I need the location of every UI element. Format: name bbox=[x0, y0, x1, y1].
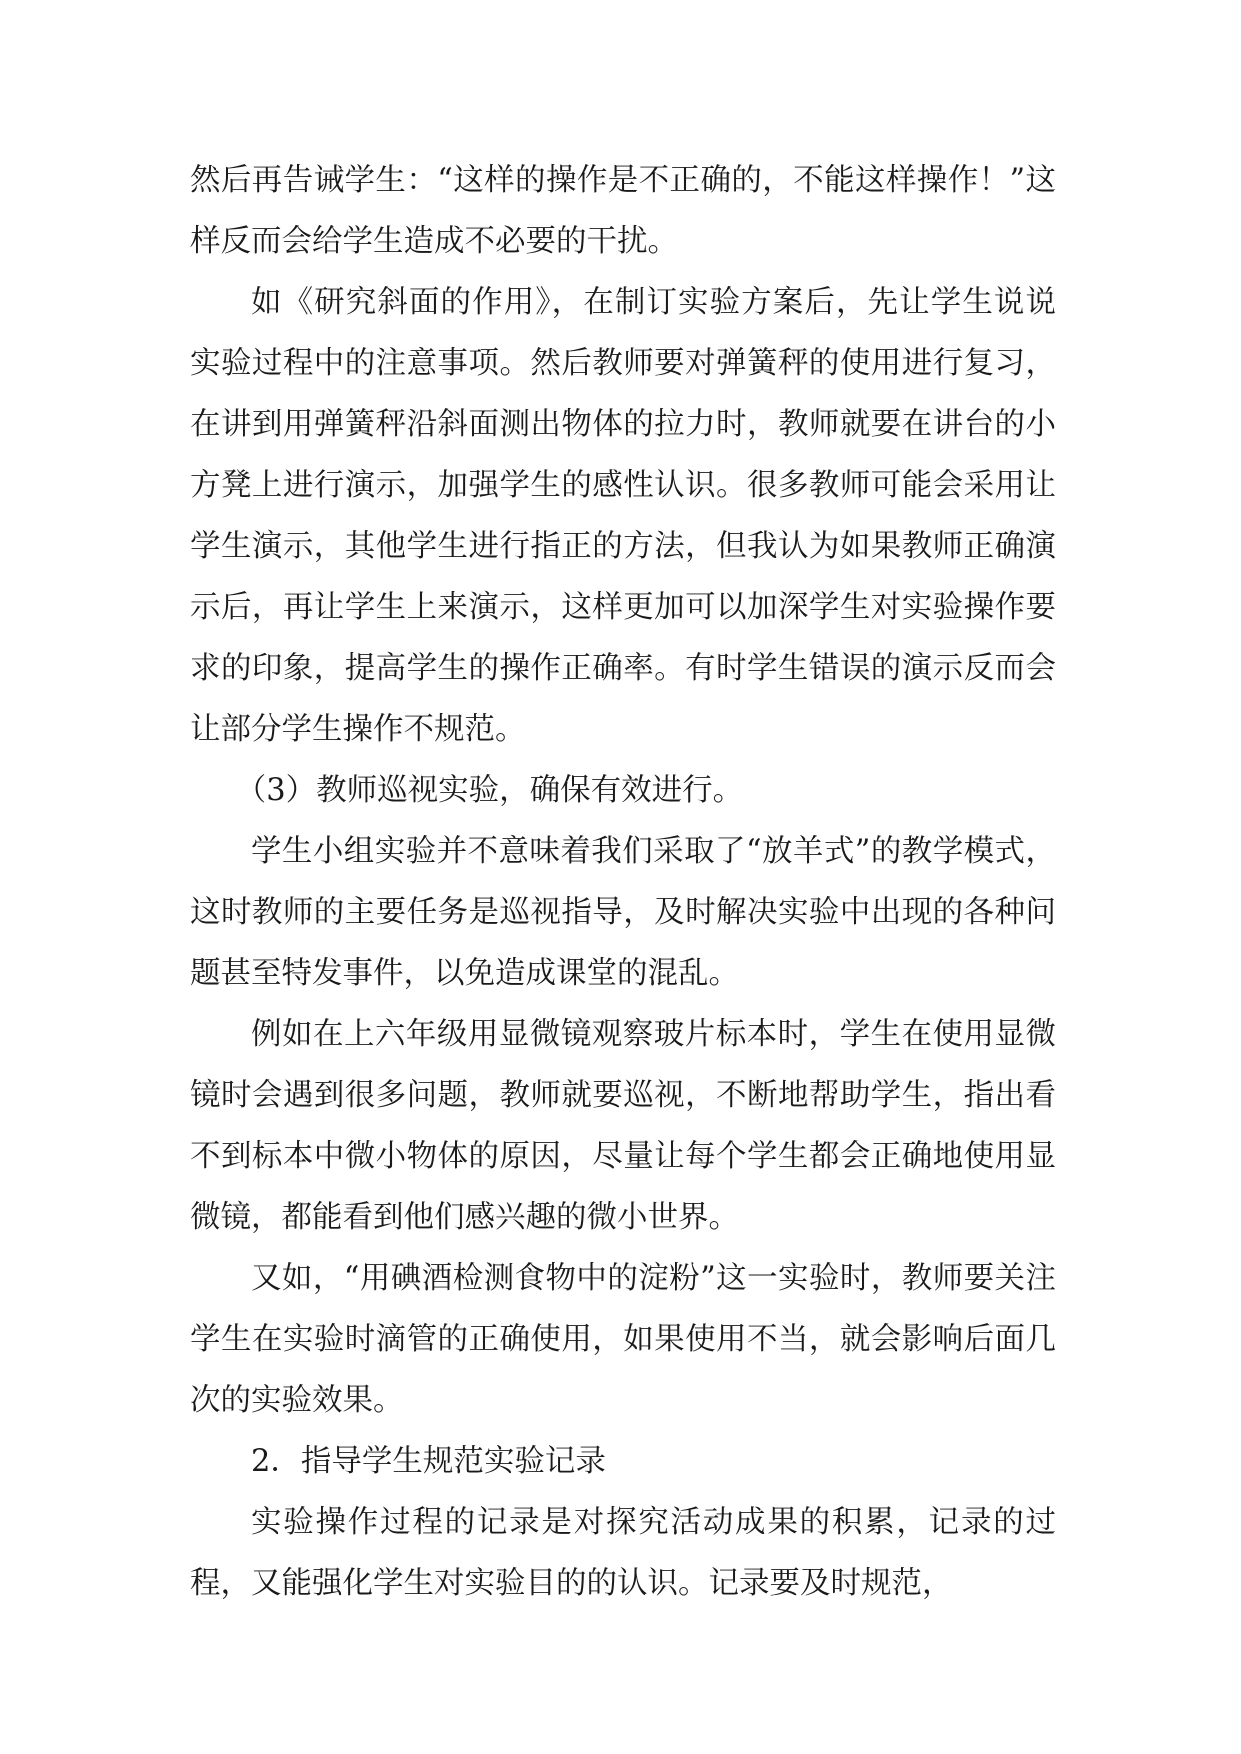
paragraph-group-experiment: 学生小组实验并不意味着我们采取了“放羊式”的教学模式，这时教师的主要任务是巡视指导，及时解决实验中出现的各种问题甚至特发事件，以免造成课堂的混乱。 bbox=[190, 834, 1056, 991]
paragraph-slope-example: 如《研究斜面的作用》，在制订实验方案后，先让学生说说实验过程中的注意事项。然后教师要对弹簧秤的使用进行复习，在讲到用弹簧秤沿斜面测出物体的拉力时，教师就要在讲台的小方凳上进行演示，加强学生的感性认识。很多教师可能会采用让学生演示，其他学生进行指正的方法，但我认为如果教师正确演示后，再让学生上来演示，这样更加可以加深学生对实验操作要求的印象，提高学生的操作正确率。有时学生错误的演示反而会让部分学生操作不规范。 bbox=[190, 285, 1056, 747]
subheading-teacher-patrol: （3）教师巡视实验，确保有效进行。 bbox=[235, 773, 744, 808]
document-page bbox=[190, 150, 1056, 1614]
paragraph-continuation: 然后再告诫学生：“这样的操作是不正确的，不能这样操作！”这样反而会给学生造成不必要的干扰。 bbox=[190, 163, 1056, 259]
paragraph-records: 实验操作过程的记录是对探究活动成果的积累，记录的过程，又能强化学生对实验目的的认识。记录要及时规范， bbox=[190, 1505, 1056, 1601]
paragraph-iodine-example: 又如，“用碘酒检测食物中的淀粉”这一实验时，教师要关注学生在实验时滴管的正确使用，如果使用不当，就会影响后面几次的实验效果。 bbox=[190, 1261, 1056, 1418]
section-heading-records: 2．指导学生规范实验记录 bbox=[251, 1444, 606, 1479]
paragraph-microscope-example: 例如在上六年级用显微镜观察玻片标本时，学生在使用显微镜时会遇到很多问题，教师就要巡视，不断地帮助学生，指出看不到标本中微小物体的原因，尽量让每个学生都会正确地使用显微镜，都能看到他们感兴趣的微小世界。 bbox=[190, 1017, 1056, 1235]
